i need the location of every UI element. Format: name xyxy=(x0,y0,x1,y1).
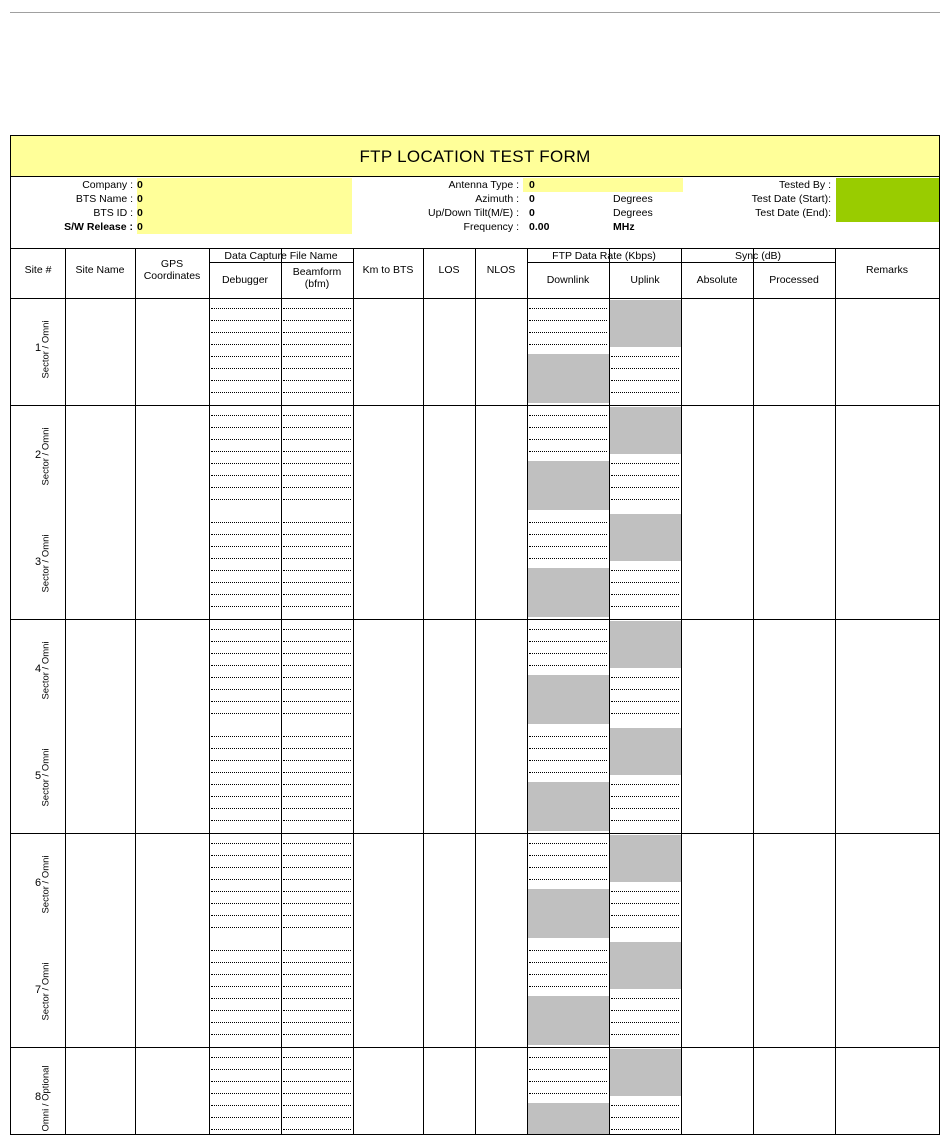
downlink-entry-line xyxy=(529,522,607,523)
uplink-entry-line xyxy=(611,713,679,714)
downlink-entry-line xyxy=(529,843,607,844)
debugger-entry-line xyxy=(211,1010,279,1011)
header-debugger: Debugger xyxy=(221,274,269,286)
downlink-entry-line xyxy=(529,665,607,666)
header-downlink: Downlink xyxy=(546,274,590,286)
header-subdivider xyxy=(209,262,353,263)
beamform-entry-line xyxy=(283,998,351,999)
column-divider xyxy=(209,248,210,1135)
sw-release-label: S/W Release : xyxy=(64,221,133,233)
site-number: 5 xyxy=(34,770,42,782)
beamform-entry-line xyxy=(283,903,351,904)
debugger-entry-line xyxy=(211,713,279,714)
company-fields-fill xyxy=(137,178,352,234)
debugger-entry-line xyxy=(211,689,279,690)
beamform-entry-line xyxy=(283,962,351,963)
header-absolute: Absolute xyxy=(696,274,738,286)
downlink-entry-line xyxy=(529,344,607,345)
page-top-rule xyxy=(10,12,940,13)
debugger-entry-line xyxy=(211,392,279,393)
debugger-entry-line xyxy=(211,558,279,559)
beamform-entry-line xyxy=(283,713,351,714)
header-processed: Processed xyxy=(769,274,819,286)
debugger-entry-line xyxy=(211,820,279,821)
beamform-entry-line xyxy=(283,1093,351,1094)
debugger-entry-line xyxy=(211,1117,279,1118)
debugger-entry-line xyxy=(211,368,279,369)
downlink-entry-line xyxy=(529,332,607,333)
header-sync: Sync (dB) xyxy=(734,250,782,262)
header-los: LOS xyxy=(438,264,460,276)
downlink-entry-line xyxy=(529,879,607,880)
uplink-entry-line xyxy=(611,796,679,797)
uplink-entry-line xyxy=(611,368,679,369)
downlink-entry-line xyxy=(529,867,607,868)
debugger-entry-line xyxy=(211,1034,279,1035)
beamform-entry-line xyxy=(283,784,351,785)
beamform-entry-line xyxy=(283,570,351,571)
beamform-entry-line xyxy=(283,451,351,452)
debugger-entry-line xyxy=(211,629,279,630)
uplink-entry-line xyxy=(611,392,679,393)
column-divider xyxy=(423,248,424,1135)
debugger-entry-line xyxy=(211,962,279,963)
debugger-entry-line xyxy=(211,594,279,595)
uplink-entry-line xyxy=(611,463,679,464)
beamform-entry-line xyxy=(283,356,351,357)
uplink-shaded-cell xyxy=(610,407,681,454)
downlink-entry-line xyxy=(529,1093,607,1094)
debugger-entry-line xyxy=(211,320,279,321)
uplink-shaded-cell xyxy=(610,835,681,882)
site-group-divider xyxy=(11,833,939,834)
debugger-entry-line xyxy=(211,1057,279,1058)
beamform-entry-line xyxy=(283,1069,351,1070)
downlink-entry-line xyxy=(529,855,607,856)
uplink-entry-line xyxy=(611,927,679,928)
debugger-entry-line xyxy=(211,748,279,749)
column-divider xyxy=(65,248,66,1135)
beamform-entry-line xyxy=(283,1081,351,1082)
beamform-entry-line xyxy=(283,772,351,773)
site-number: 2 xyxy=(34,449,42,461)
header-remarks: Remarks xyxy=(865,264,908,276)
downlink-shaded-cell xyxy=(528,996,609,1045)
downlink-entry-line xyxy=(529,641,607,642)
debugger-entry-line xyxy=(211,380,279,381)
frequency-label: Frequency : xyxy=(463,221,519,233)
uplink-shaded-cell xyxy=(610,728,681,775)
bts-name-field[interactable]: 0 xyxy=(137,193,143,205)
uplink-entry-line xyxy=(611,998,679,999)
debugger-entry-line xyxy=(211,736,279,737)
form-info-block xyxy=(11,176,939,249)
column-divider xyxy=(681,248,682,1135)
header-data-capture: Data Capture File Name xyxy=(224,250,338,262)
bts-id-field[interactable]: 0 xyxy=(137,207,143,219)
debugger-entry-line xyxy=(211,415,279,416)
debugger-entry-line xyxy=(211,522,279,523)
beamform-entry-line xyxy=(283,534,351,535)
uplink-entry-line xyxy=(611,677,679,678)
debugger-entry-line xyxy=(211,570,279,571)
uplink-entry-line xyxy=(611,808,679,809)
beamform-entry-line xyxy=(283,368,351,369)
debugger-entry-line xyxy=(211,772,279,773)
column-divider xyxy=(135,248,136,1135)
beamform-entry-line xyxy=(283,439,351,440)
beamform-entry-line xyxy=(283,546,351,547)
beamform-entry-line xyxy=(283,320,351,321)
beamform-entry-line xyxy=(283,974,351,975)
debugger-entry-line xyxy=(211,641,279,642)
column-divider xyxy=(835,248,836,1135)
debugger-entry-line xyxy=(211,332,279,333)
beamform-entry-line xyxy=(283,415,351,416)
site-number: 4 xyxy=(34,663,42,675)
beamform-entry-line xyxy=(283,677,351,678)
downlink-entry-line xyxy=(529,629,607,630)
uplink-entry-line xyxy=(611,380,679,381)
debugger-entry-line xyxy=(211,843,279,844)
header-divider xyxy=(11,298,939,299)
debugger-entry-line xyxy=(211,677,279,678)
column-divider xyxy=(281,248,282,1135)
downlink-entry-line xyxy=(529,427,607,428)
site-type-label: Sector / Omni xyxy=(40,748,52,807)
downlink-entry-line xyxy=(529,415,607,416)
downlink-shaded-cell xyxy=(528,675,609,724)
debugger-entry-line xyxy=(211,796,279,797)
debugger-entry-line xyxy=(211,950,279,951)
beamform-entry-line xyxy=(283,1057,351,1058)
ftp-location-test-form xyxy=(10,135,940,1135)
downlink-entry-line xyxy=(529,653,607,654)
beamform-entry-line xyxy=(283,499,351,500)
antenna-type-label: Antenna Type : xyxy=(448,179,519,191)
azimuth-unit: Degrees xyxy=(613,193,653,205)
downlink-entry-line xyxy=(529,320,607,321)
uplink-entry-line xyxy=(611,356,679,357)
uplink-shaded-cell xyxy=(610,514,681,561)
header-gps: GPS Coordinates xyxy=(143,258,201,282)
downlink-shaded-cell xyxy=(528,354,609,403)
downlink-entry-line xyxy=(529,962,607,963)
beamform-entry-line xyxy=(283,867,351,868)
debugger-entry-line xyxy=(211,1093,279,1094)
beamform-entry-line xyxy=(283,641,351,642)
beamform-entry-line xyxy=(283,332,351,333)
downlink-entry-line xyxy=(529,1081,607,1082)
site-group-divider xyxy=(11,1047,939,1048)
site-type-label: Sector / Omni xyxy=(40,534,52,593)
debugger-entry-line xyxy=(211,653,279,654)
beamform-entry-line xyxy=(283,689,351,690)
downlink-entry-line xyxy=(529,748,607,749)
downlink-entry-line xyxy=(529,308,607,309)
antenna-type-field[interactable]: 0 xyxy=(529,179,535,191)
debugger-entry-line xyxy=(211,606,279,607)
beamform-entry-line xyxy=(283,558,351,559)
beamform-entry-line xyxy=(283,308,351,309)
site-number: 6 xyxy=(34,877,42,889)
downlink-shaded-cell xyxy=(528,782,609,831)
beamform-entry-line xyxy=(283,927,351,928)
debugger-entry-line xyxy=(211,344,279,345)
downlink-entry-line xyxy=(529,546,607,547)
debugger-entry-line xyxy=(211,463,279,464)
debugger-entry-line xyxy=(211,1081,279,1082)
uplink-entry-line xyxy=(611,475,679,476)
debugger-entry-line xyxy=(211,891,279,892)
debugger-entry-line xyxy=(211,927,279,928)
tilt-label: Up/Down Tilt(M/E) : xyxy=(427,207,519,219)
debugger-entry-line xyxy=(211,534,279,535)
beamform-entry-line xyxy=(283,879,351,880)
beamform-entry-line xyxy=(283,736,351,737)
debugger-entry-line xyxy=(211,356,279,357)
debugger-entry-line xyxy=(211,475,279,476)
azimuth-field[interactable]: 0 xyxy=(529,193,535,205)
beamform-entry-line xyxy=(283,950,351,951)
company-field[interactable]: 0 xyxy=(137,179,143,191)
uplink-entry-line xyxy=(611,1105,679,1106)
beamform-entry-line xyxy=(283,701,351,702)
debugger-entry-line xyxy=(211,855,279,856)
beamform-entry-line xyxy=(283,487,351,488)
beamform-entry-line xyxy=(283,820,351,821)
site-group-divider xyxy=(11,619,939,620)
uplink-entry-line xyxy=(611,594,679,595)
column-divider xyxy=(353,248,354,1135)
downlink-entry-line xyxy=(529,772,607,773)
frequency-field[interactable]: 0.00 xyxy=(529,221,550,233)
beamform-entry-line xyxy=(283,653,351,654)
beamform-entry-line xyxy=(283,1034,351,1035)
beamform-entry-line xyxy=(283,582,351,583)
tester-fields-fill xyxy=(836,178,939,222)
debugger-entry-line xyxy=(211,499,279,500)
beamform-entry-line xyxy=(283,522,351,523)
uplink-entry-line xyxy=(611,689,679,690)
debugger-entry-line xyxy=(211,665,279,666)
column-divider xyxy=(753,248,754,1135)
sw-release-field[interactable]: 0 xyxy=(137,221,143,233)
test-date-start-label: Test Date (Start): xyxy=(751,193,831,205)
uplink-shaded-cell xyxy=(610,942,681,989)
uplink-entry-line xyxy=(611,915,679,916)
column-divider xyxy=(609,248,610,1135)
beamform-entry-line xyxy=(283,986,351,987)
beamform-entry-line xyxy=(283,427,351,428)
downlink-shaded-cell xyxy=(528,461,609,510)
form-title: FTP LOCATION TEST FORM xyxy=(11,136,939,177)
site-number: 3 xyxy=(34,556,42,568)
uplink-entry-line xyxy=(611,487,679,488)
site-type-label: Sector / Omni xyxy=(40,855,52,914)
antenna-type-fill xyxy=(523,178,683,192)
beamform-entry-line xyxy=(283,344,351,345)
uplink-entry-line xyxy=(611,582,679,583)
debugger-entry-line xyxy=(211,439,279,440)
debugger-entry-line xyxy=(211,427,279,428)
debugger-entry-line xyxy=(211,974,279,975)
debugger-entry-line xyxy=(211,903,279,904)
bts-name-label: BTS Name : xyxy=(75,193,133,205)
site-type-label: Sector / Omni xyxy=(40,320,52,379)
debugger-entry-line xyxy=(211,915,279,916)
header-subdivider xyxy=(527,262,835,263)
uplink-entry-line xyxy=(611,1117,679,1118)
uplink-entry-line xyxy=(611,570,679,571)
site-group-divider xyxy=(11,405,939,406)
uplink-entry-line xyxy=(611,606,679,607)
header-nlos: NLOS xyxy=(486,264,516,276)
debugger-entry-line xyxy=(211,784,279,785)
debugger-entry-line xyxy=(211,1105,279,1106)
debugger-entry-line xyxy=(211,879,279,880)
downlink-entry-line xyxy=(529,1057,607,1058)
beamform-entry-line xyxy=(283,796,351,797)
header-site-num: Site # xyxy=(24,264,52,276)
debugger-entry-line xyxy=(211,308,279,309)
downlink-shaded-cell xyxy=(528,889,609,938)
beamform-entry-line xyxy=(283,1022,351,1023)
header-uplink: Uplink xyxy=(630,274,660,286)
beamform-entry-line xyxy=(283,1010,351,1011)
beamform-entry-line xyxy=(283,463,351,464)
beamform-entry-line xyxy=(283,380,351,381)
uplink-entry-line xyxy=(611,784,679,785)
site-type-label: Omni / Optional xyxy=(40,1065,52,1132)
debugger-entry-line xyxy=(211,1069,279,1070)
debugger-entry-line xyxy=(211,808,279,809)
site-type-label: Sector / Omni xyxy=(40,641,52,700)
beamform-entry-line xyxy=(283,1129,351,1130)
beamform-entry-line xyxy=(283,1117,351,1118)
beamform-entry-line xyxy=(283,629,351,630)
tilt-field[interactable]: 0 xyxy=(529,207,535,219)
beamform-entry-line xyxy=(283,606,351,607)
downlink-entry-line xyxy=(529,439,607,440)
uplink-entry-line xyxy=(611,1010,679,1011)
downlink-entry-line xyxy=(529,1069,607,1070)
downlink-entry-line xyxy=(529,974,607,975)
downlink-entry-line xyxy=(529,451,607,452)
debugger-entry-line xyxy=(211,1129,279,1130)
beamform-entry-line xyxy=(283,855,351,856)
uplink-entry-line xyxy=(611,701,679,702)
downlink-shaded-cell xyxy=(528,1103,609,1135)
tilt-unit: Degrees xyxy=(613,207,653,219)
site-number: 8 xyxy=(34,1091,42,1103)
site-type-label: Sector / Omni xyxy=(40,962,52,1021)
uplink-entry-line xyxy=(611,903,679,904)
downlink-shaded-cell xyxy=(528,568,609,617)
beamform-entry-line xyxy=(283,594,351,595)
company-label: Company : xyxy=(82,179,133,191)
site-table xyxy=(11,248,939,1135)
debugger-entry-line xyxy=(211,451,279,452)
debugger-entry-line xyxy=(211,998,279,999)
header-site-name: Site Name xyxy=(75,264,125,276)
beamform-entry-line xyxy=(283,808,351,809)
uplink-entry-line xyxy=(611,820,679,821)
beamform-entry-line xyxy=(283,475,351,476)
beamform-entry-line xyxy=(283,843,351,844)
debugger-entry-line xyxy=(211,1022,279,1023)
site-type-label: Sector / Omni xyxy=(40,427,52,486)
uplink-shaded-cell xyxy=(610,300,681,347)
test-date-end-label: Test Date (End): xyxy=(755,207,831,219)
debugger-entry-line xyxy=(211,986,279,987)
debugger-entry-line xyxy=(211,582,279,583)
tested-by-label: Tested By : xyxy=(779,179,831,191)
frequency-unit: MHz xyxy=(613,221,635,233)
header-km-to-bts: Km to BTS xyxy=(362,264,414,276)
downlink-entry-line xyxy=(529,760,607,761)
debugger-entry-line xyxy=(211,760,279,761)
debugger-entry-line xyxy=(211,701,279,702)
uplink-entry-line xyxy=(611,1129,679,1130)
uplink-entry-line xyxy=(611,1034,679,1035)
uplink-entry-line xyxy=(611,1022,679,1023)
header-beamform: Beamform (bfm) xyxy=(292,266,342,290)
downlink-entry-line xyxy=(529,534,607,535)
column-divider xyxy=(475,248,476,1135)
debugger-entry-line xyxy=(211,867,279,868)
beamform-entry-line xyxy=(283,891,351,892)
downlink-entry-line xyxy=(529,950,607,951)
bts-id-label: BTS ID : xyxy=(93,207,133,219)
uplink-entry-line xyxy=(611,499,679,500)
debugger-entry-line xyxy=(211,487,279,488)
beamform-entry-line xyxy=(283,665,351,666)
debugger-entry-line xyxy=(211,546,279,547)
downlink-entry-line xyxy=(529,736,607,737)
beamform-entry-line xyxy=(283,392,351,393)
site-number: 1 xyxy=(34,342,42,354)
downlink-entry-line xyxy=(529,986,607,987)
beamform-entry-line xyxy=(283,748,351,749)
uplink-shaded-cell xyxy=(610,621,681,668)
beamform-entry-line xyxy=(283,760,351,761)
beamform-entry-line xyxy=(283,915,351,916)
downlink-entry-line xyxy=(529,558,607,559)
uplink-entry-line xyxy=(611,891,679,892)
header-ftp-rate: FTP Data Rate (Kbps) xyxy=(552,250,656,262)
site-number: 7 xyxy=(34,984,42,996)
uplink-shaded-cell xyxy=(610,1049,681,1096)
beamform-entry-line xyxy=(283,1105,351,1106)
azimuth-label: Azimuth : xyxy=(475,193,519,205)
